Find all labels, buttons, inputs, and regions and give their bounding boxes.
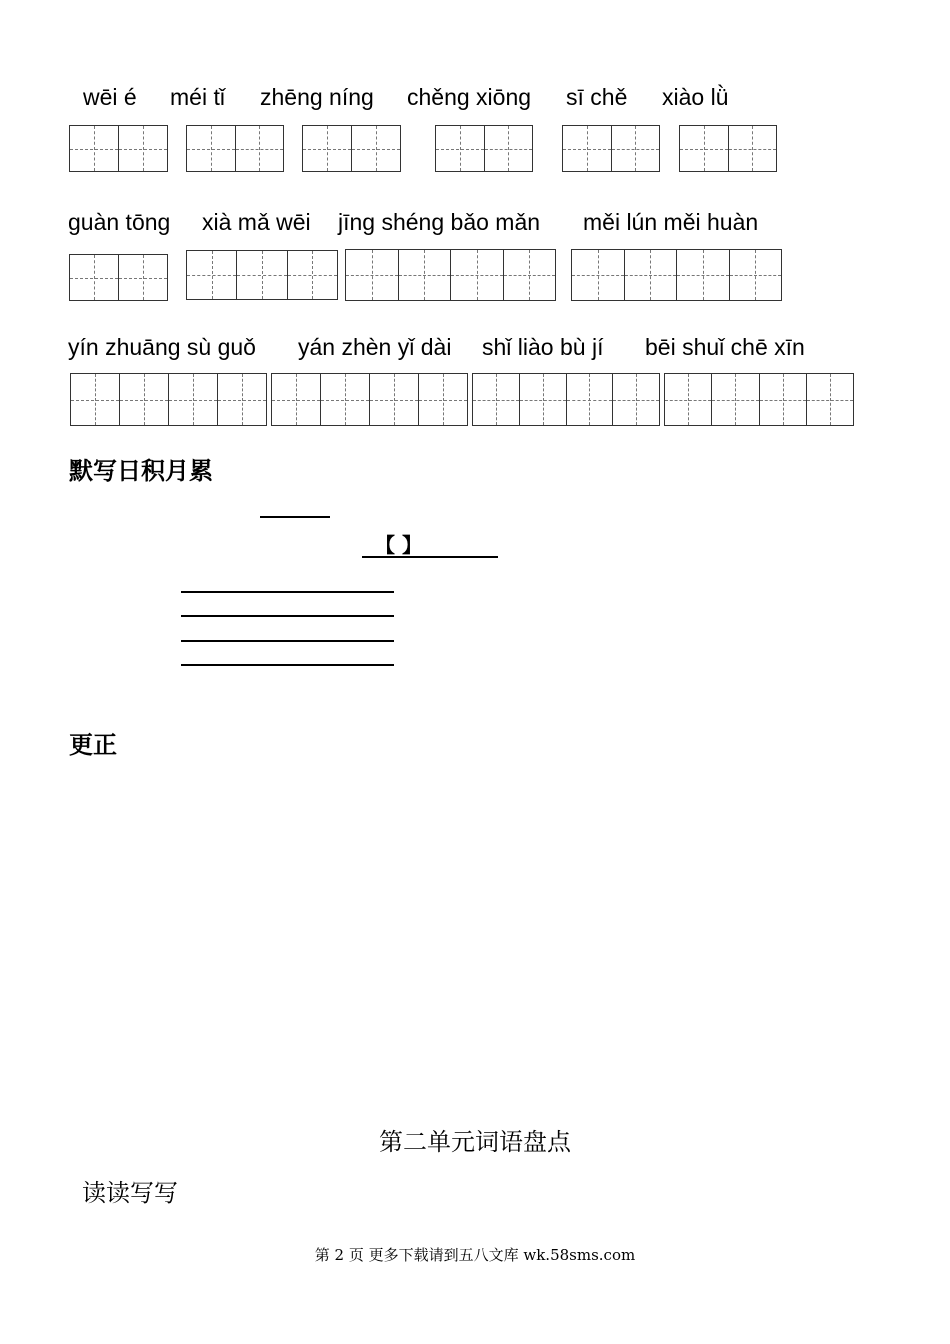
writing-grid[interactable] [562, 125, 660, 172]
answer-line[interactable] [181, 664, 394, 666]
pinyin-label: sī chě [566, 84, 628, 110]
pinyin-label: wēi é [83, 84, 137, 110]
pinyin-label: bēi shuǐ chē xīn [645, 334, 805, 360]
pinyin-label: měi lún měi huàn [583, 209, 759, 235]
writing-grid[interactable] [435, 125, 533, 172]
pinyin-label: jīng shéng bǎo mǎn [338, 209, 541, 235]
writing-grid[interactable] [345, 249, 556, 301]
answer-line[interactable] [260, 516, 330, 518]
unit-title: 第二单元词语盘点 [379, 1128, 571, 1156]
pinyin-label: guàn tōng [68, 209, 171, 235]
pinyin-label: zhēng níng [260, 84, 374, 110]
pinyin-label: chěng xiōng [407, 84, 532, 110]
writing-grid[interactable] [679, 125, 777, 172]
pinyin-label: yín zhuāng sù guǒ [68, 334, 256, 360]
section-heading-correction: 更正 [69, 731, 117, 759]
writing-grid[interactable] [70, 373, 267, 426]
writing-grid[interactable] [664, 373, 854, 426]
pinyin-label: shǐ liào bù jí [482, 334, 604, 360]
writing-grid[interactable] [186, 125, 284, 172]
writing-grid[interactable] [69, 254, 168, 301]
pinyin-label: yán zhèn yǐ dài [298, 334, 452, 360]
writing-grid[interactable] [571, 249, 782, 301]
page-footer: 第 2 页 更多下载请到五八文库 wk.58sms.com [314, 1246, 636, 1264]
subtitle: 读读写写 [82, 1179, 178, 1207]
pinyin-label: xià mǎ wēi [202, 209, 311, 235]
pinyin-label: méi tǐ [170, 84, 225, 110]
answer-line[interactable] [362, 556, 498, 558]
pinyin-label: xiào lǜ [662, 84, 729, 110]
writing-grid[interactable] [472, 373, 660, 426]
answer-line[interactable] [181, 615, 394, 617]
writing-grid[interactable] [302, 125, 401, 172]
writing-grid[interactable] [69, 125, 168, 172]
answer-line[interactable] [181, 640, 394, 642]
writing-grid[interactable] [271, 373, 468, 426]
writing-grid[interactable] [186, 250, 338, 300]
section-heading-dictation: 默写日积月累 [69, 457, 213, 485]
answer-line[interactable] [181, 591, 394, 593]
bracket-mark: 【 】 [375, 533, 422, 557]
